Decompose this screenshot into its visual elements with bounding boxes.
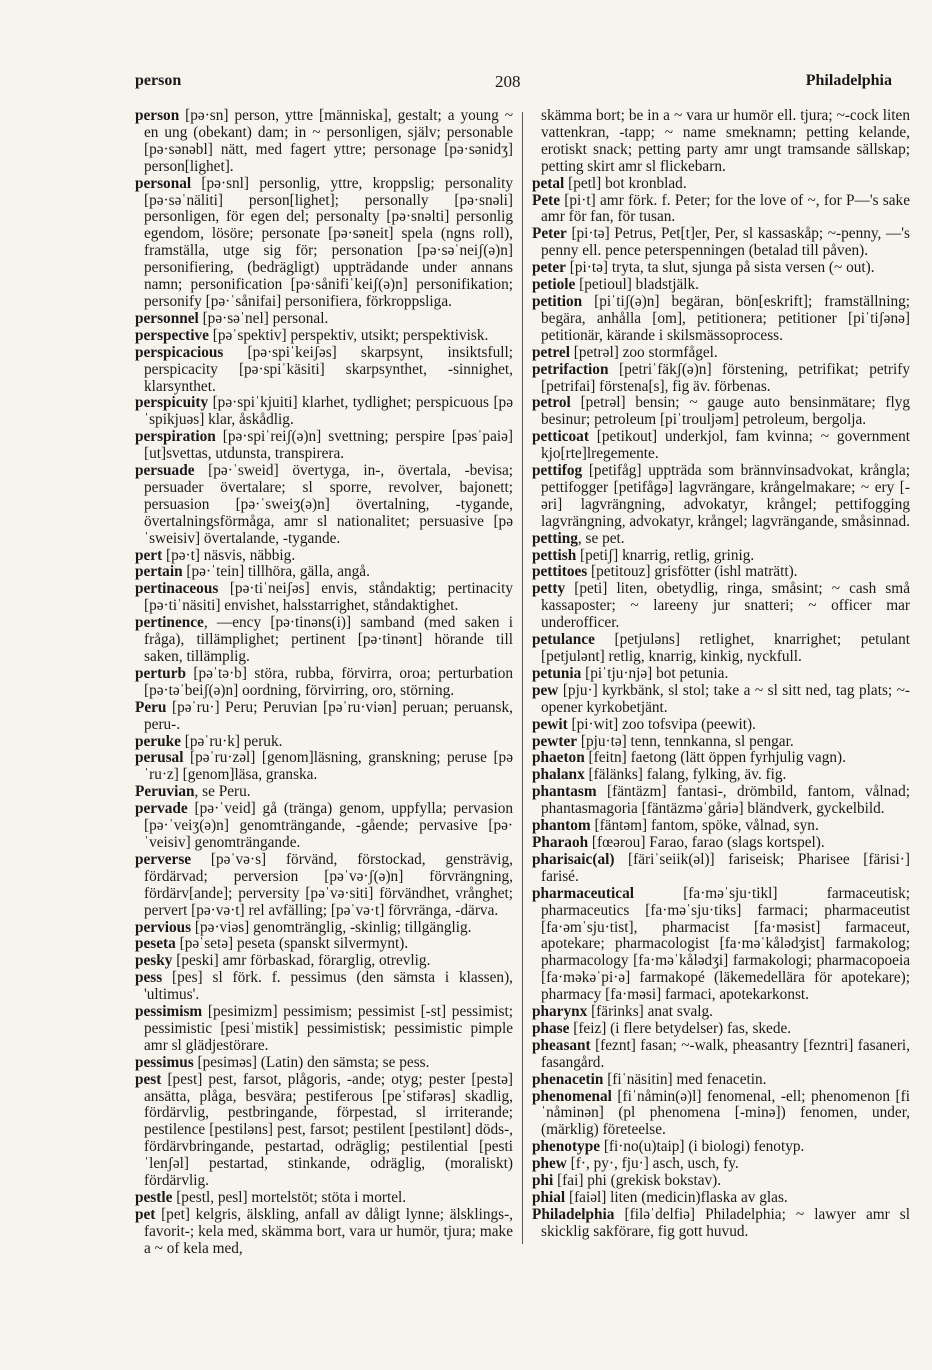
entry-headword: Peru	[135, 698, 167, 716]
dictionary-entry	[532, 581, 910, 632]
entry-headword: pheasant	[532, 1036, 591, 1054]
dictionary-entry	[532, 835, 910, 852]
dictionary-entry	[532, 852, 910, 886]
dictionary-entry	[532, 548, 910, 565]
right-column	[532, 108, 910, 1241]
entry-headword: petrel	[532, 343, 570, 361]
entry-headword: Philadelphia	[532, 1205, 615, 1223]
dictionary-entry	[532, 1089, 910, 1140]
entry-headword: peseta	[135, 935, 176, 953]
entry-definition: [fai] phi (grekisk bokstav).	[553, 1172, 722, 1190]
entry-definition: [piˈtju·njə] bot petunia.	[581, 664, 729, 682]
entry-definition: [faiəl] liten (medicin)flaska av glas.	[565, 1189, 788, 1206]
entry-headword: pewit	[532, 715, 568, 733]
entry-headword: Peter	[532, 225, 567, 243]
dictionary-entry	[532, 784, 910, 818]
entry-headword: pert	[135, 546, 163, 564]
entry-headword: pessimism	[135, 1003, 203, 1021]
entry-definition: [pə·ˈveid] gå (tränga) genom, uppfylla; pervasion [pə·ˈveiʒ(ə)n] genomträngande, -gående; pervasive [pə·ˈveisiv] genomträngande.	[144, 800, 513, 851]
entry-definition: [fœərou] Farao, farao (slags kortspel).	[588, 833, 825, 851]
dictionary-entry	[135, 463, 513, 548]
entry-headword: pesky	[135, 952, 173, 970]
dictionary-entry	[135, 953, 513, 970]
dictionary-entry	[135, 615, 513, 666]
entry-headword: pest	[135, 1070, 162, 1088]
entry-definition: [pi·t] amr förk. f. Peter; for the love of ~, for P—'s sake amr för fan, för tusan.	[541, 191, 910, 226]
entry-headword: pharisaic(al)	[532, 850, 615, 868]
dictionary-entry	[532, 818, 910, 835]
entry-headword: perspicuity	[135, 394, 209, 412]
dictionary-entry	[532, 683, 910, 717]
entry-headword: pertain	[135, 563, 183, 581]
entry-headword: phantom	[532, 817, 591, 835]
entry-headword: petition	[532, 292, 583, 310]
dictionary-entry	[135, 345, 513, 396]
entry-definition: [färinks] anat svalg.	[587, 1003, 713, 1021]
dictionary-entry	[135, 750, 513, 784]
entry-headword: pettish	[532, 546, 577, 564]
entry-headword: petrifaction	[532, 360, 609, 378]
page-number: 208	[495, 72, 521, 91]
entry-definition: [piˈtiʃ(ə)n] begäran, bön[eskrift]; framställning; begära, anhålla [om], petitionera; petitioner [piˈtiʃənə] petitionär, kärande i skilsmässoprocess.	[541, 292, 910, 344]
entry-definition: [pə·spiˈkjuiti] klarhet, tydlighet; perspicuous [pəˈspikjuəs] klar, åskådlig.	[144, 394, 513, 429]
entry-headword: pessimus	[135, 1053, 194, 1071]
entry-definition: [peski] amr förbaskad, förarglig, otrevlig.	[172, 952, 431, 970]
entry-headword: pertinence	[135, 614, 204, 632]
entry-definition: [pə·snl] personlig, yttre, kroppslig; personality [pə·səˈnäliti] person[lighet]; personally [pə·snəli] personligen, för egen del; personalty [pə·snəlti] personlig egendom, lösöre; personate [pə·səneit] spela (ngns roll), framställa, utge sig för; personation [pə·səˈneiʃ(ə)n] personifiering, (bedrägligt) uppträdande under annans namn; personification [pə·sånifiˈkeiʃ(ə)n] personifikation; personify [pə·ˈsånifai] personifiera, förkroppsliga.	[144, 174, 513, 310]
entry-headword: petrol	[532, 394, 571, 412]
entry-headword: pettitoes	[532, 563, 588, 581]
entry-headword: petiole	[532, 276, 576, 294]
column-divider	[522, 112, 523, 1244]
entry-definition: [petl] bot kronblad.	[564, 174, 687, 192]
entry-definition: [fiˈnåmin(ə)l] fenomenal, -ell; phenomenon [fiˈnåminən] (pl phenomena [-minə]) fenomen, under, (märklig) företeelse.	[541, 1087, 910, 1139]
entry-headword: phew	[532, 1155, 567, 1173]
dictionary-entry	[135, 108, 513, 176]
dictionary-entry	[135, 1190, 513, 1207]
entry-definition: [petiʃ] knarrig, retlig, grinig.	[576, 546, 755, 564]
entry-definition: [pə·viəs] genomtränglig, -skinlig; tillgänglig.	[191, 918, 472, 936]
entry-headword: peter	[532, 259, 566, 277]
entry-headword: pew	[532, 681, 559, 699]
entry-headword: pharynx	[532, 1003, 588, 1021]
entry-headword: personal	[135, 174, 192, 192]
dictionary-entry	[135, 395, 513, 429]
entry-definition: [petifåg] uppträda som brännvinsadvokat, krångla; pettifogger [petifågə] lagvrängare, krångelmakare; ~ ery [-əri] lagvrängning, advokatyr, krångel; pettifogging lagvrängning, advokatyr, krångel; lagvrängande, småsinnad.	[541, 462, 910, 530]
entry-headword: perusal	[135, 749, 184, 767]
entry-headword: peruke	[135, 732, 181, 750]
page-header	[135, 72, 892, 94]
dictionary-entry	[135, 784, 513, 801]
entry-definition: [pi·tə] Petrus, Pet[t]er, Per, sl kassaskåp; ~-penny, —'s penny ell. pence peterspenningen (betalad till påven).	[541, 225, 910, 260]
entry-definition: [pet] kelgris, älskling, anfall av dåligt lynne; älsklings-, favorit-; kela med, skämma bort, vara ur humör, tjura; make a ~ of kela med,	[144, 1205, 513, 1257]
entry-headword: pettifog	[532, 462, 583, 480]
entry-headword: petting	[532, 529, 578, 547]
dictionary-entry	[135, 581, 513, 615]
dictionary-entry	[135, 852, 513, 920]
dictionary-entry	[135, 801, 513, 852]
dictionary-entry	[135, 666, 513, 700]
dictionary-entry	[532, 1139, 910, 1156]
entry-definition: [fa·məˈsju·tikl] farmaceutisk; pharmaceutics [fa·məˈsju·tiks] farmaci; pharmaceutist [fa·əmˈsju·tist], pharmacist [fa·məsist] farmaceut, apotekare; pharmacologist [fa·məˈkålədʒist] farmakolog; pharmacology [fa·məˈkålədʒi] farmakologi; pharmacopoeia [fa·məkəˈpi·ə] farmakopé (läkemedellära för apotekare); pharmacy [fa·məsi] farmaci, apotekarkonst.	[541, 884, 910, 1004]
entry-definition: [petitouz] grisfötter (ishl maträtt).	[587, 563, 798, 581]
entry-definition: [pə·tiˈneiʃəs] envis, ståndaktig; pertinacity [pə·tiˈnäsiti] envishet, halsstarrighet, ståndaktighet.	[144, 580, 513, 615]
entry-headword: petulance	[532, 631, 595, 649]
entry-definition: [filəˈdelfiə] Philadelphia; ~ lawyer amr sl skicklig sakförare, fig gott huvud.	[541, 1205, 910, 1240]
dictionary-entry	[532, 1207, 910, 1241]
entry-headword: petunia	[532, 664, 582, 682]
entry-headword: phenacetin	[532, 1070, 604, 1088]
entry-definition: [fiˈnäsitin] med fenacetin.	[603, 1070, 767, 1088]
entry-definition: [pə·spiˈreiʃ(ə)n] svettning; perspire [pəsˈpaiə] [ut]svettas, utdunsta, transpirera.	[144, 428, 513, 463]
entry-headword: Peruvian	[135, 783, 195, 801]
entry-definition: [petioul] bladstjälk.	[575, 276, 699, 294]
entry-definition: [pə·t] näsvis, näbbig.	[162, 546, 296, 564]
dictionary-entry	[135, 700, 513, 734]
entry-headword: perspective	[135, 326, 209, 344]
entry-headword: petal	[532, 174, 565, 192]
dictionary-entry	[135, 311, 513, 328]
entry-definition: [fi·no(u)taip] (i biologi) fenotyp.	[600, 1138, 805, 1156]
entry-headword: phalanx	[532, 766, 585, 784]
entry-definition: skämma bort; be in a ~ vara ur humör ell. tjura; ~-cock liten vattenkran, -tapp; ~ name smeknamn; petting kelande, erotiskt snack; petting party amr ungt tramsande sällskap; petting skirt amr sl flickebarn.	[541, 107, 910, 175]
entry-headword: pertinaceous	[135, 580, 219, 598]
dictionary-entry	[135, 734, 513, 751]
dictionary-entry	[135, 564, 513, 581]
entry-definition: [feiz] (i flere betydelser) fas, skede.	[569, 1019, 792, 1037]
entry-definition: [petriˈfäkʃ(ə)n] förstening, petrifikat; petrify [petrifai] förstena[s], fig äv. förbenas.	[541, 360, 910, 395]
dictionary-entry	[532, 734, 910, 751]
dictionary-entry	[135, 1207, 513, 1258]
dictionary-entry	[532, 1004, 910, 1021]
dictionary-entry	[532, 429, 910, 463]
dictionary-entry	[532, 463, 910, 531]
entry-headword: person	[135, 107, 180, 124]
dictionary-entry	[532, 1021, 910, 1038]
entry-definition: [f·, py·, fju·] asch, usch, fy.	[566, 1155, 739, 1173]
dictionary-entry	[135, 970, 513, 1004]
entry-headword: petty	[532, 580, 566, 598]
dictionary-entry	[532, 1072, 910, 1089]
dictionary-entry	[135, 328, 513, 345]
dictionary-entry	[532, 886, 910, 1004]
entry-definition: [pəˈru·] Peru; Peruvian [pəˈru·viən] peruan; peruansk, peru-.	[144, 698, 513, 733]
entry-headword: pharmaceutical	[532, 884, 634, 902]
entry-headword: Pharaoh	[532, 833, 589, 851]
entry-headword: perspiration	[135, 428, 216, 446]
entry-definition: [feznt] fasan; ~-walk, pheasantry [fezntri] fasaneri, fasangård.	[541, 1036, 910, 1071]
entry-headword: phial	[532, 1189, 566, 1206]
entry-definition: [pəˈtə·b] störa, rubba, förvirra, oroa; perturbation [pə·təˈbeiʃ(ə)n] oordning, förvirring, oro, störning.	[144, 664, 513, 699]
dictionary-entry	[532, 277, 910, 294]
dictionary-entry	[135, 548, 513, 565]
dictionary-entry	[135, 1072, 513, 1190]
entry-definition: [pəˈru·zəl] [genom]läsning, granskning; peruse [pəˈru·z] [genom]läsa, granska.	[144, 749, 513, 784]
entry-definition: [peti] liten, obetydlig, ringa, småsint; ~ cash små kassaposter; ~ lareeny jur snatteri; ~ officer mar underofficer.	[541, 580, 910, 632]
entry-definition: [färiˈseiik(əl)] fariseisk; Pharisee [färisi·] farisé.	[541, 850, 910, 885]
entry-definition: [pə·spiˈkeiʃəs] skarpsynt, insiktsfull; perspicacity [pə·spiˈkäsiti] skarpsynthet, -sinnighet, klarsynthet.	[144, 343, 513, 395]
entry-definition: , se pet.	[577, 529, 625, 547]
entry-definition: [pi·wit] zoo tofsvipa (peewit).	[567, 715, 756, 733]
entry-definition: [pə·ˈtein] tillhöra, gälla, angå.	[182, 563, 370, 581]
entry-headword: pet	[135, 1205, 156, 1223]
entry-definition: [pəˈsetə] peseta (spanskt silvermynt).	[175, 935, 409, 953]
entry-headword: pestle	[135, 1189, 173, 1206]
entry-headword: pewter	[532, 732, 578, 750]
entry-headword: pess	[135, 969, 163, 987]
entry-headword: personnel	[135, 309, 199, 327]
dictionary-entry	[532, 531, 910, 548]
entry-definition: [petjuləns] retlighet, knarrighet; petulant [petjulənt] retlig, knarrig, kinkig, nyckfull.	[541, 631, 910, 665]
dictionary-entry	[135, 936, 513, 953]
dictionary-entry	[532, 176, 910, 193]
dictionary-entry	[532, 1173, 910, 1190]
dictionary-entry	[532, 193, 910, 227]
header-left-guide-word: person	[135, 72, 182, 89]
entry-definition: [pju·tə] tenn, tennkanna, sl pengar.	[577, 732, 794, 750]
entry-headword: phase	[532, 1019, 570, 1037]
entry-definition: [pes] sl förk. f. pessimus (den sämsta i klassen), 'ultimus'.	[144, 969, 513, 1004]
entry-headword: pervade	[135, 800, 188, 818]
entry-definition: [pəˈvə·s] förvänd, förstockad, gensträvig, fördärvad; perversion [pəˈvə·ʃ(ə)n] förvrängning, fördärv[ande]; perversity [pəˈvə·siti] förvändhet, vrånghet; pervert [pə·və·t] rel avfälling; [pəˈvə·t] förvränga, -därva.	[144, 850, 513, 919]
entry-definition: [fäntəm] fantom, spöke, vålnad, syn.	[590, 817, 819, 835]
dictionary-entry	[532, 226, 910, 260]
entry-headword: phenotype	[532, 1138, 600, 1156]
entry-definition: [pə·sn] person, yttre [människa], gestalt; a young ~ en ung (obekant) dam; in ~ personligen, själv; personable [pə·sənəbl] nätt, med fagert yttre; personage [pə·sənidʒ] person[lighet].	[144, 107, 513, 175]
entry-definition: [pə·ˈsweid] övertyga, in-, övertala, -bevisa; persuader övertalare; sl sporre, revolver, bajonett; persuasion [pə·ˈsweiʒ(ə)n] övertalning, -tygande, övertalningsförmåga, amr sl nationalitet; persuasive [pəˈsweisiv] övertalande, -tygande.	[144, 462, 513, 547]
entry-headword: perverse	[135, 850, 192, 868]
entry-definition: [feitn] faetong (lätt öppen fyrhjulig vagn).	[584, 749, 846, 767]
entry-definition: [pəˈru·k] peruk.	[180, 732, 283, 750]
dictionary-entry	[532, 632, 910, 666]
dictionary-entry	[532, 362, 910, 396]
left-column	[135, 108, 513, 1258]
entry-definition: [pə·səˈnel] personal.	[198, 309, 329, 327]
dictionary-entry	[532, 564, 910, 581]
entry-definition: , —ency [pə·tinəns(i)] samband (med saken i fråga), tillämplighet; pertinent [pə·tinənt] hörande till saken, tillämplig.	[144, 614, 513, 665]
entry-definition: [petrəl] zoo stormfågel.	[569, 343, 718, 361]
entry-headword: phaeton	[532, 749, 585, 767]
entry-definition: , se Peru.	[194, 783, 251, 801]
dictionary-entry	[532, 717, 910, 734]
entry-definition: [pestl, pesl] mortelstöt; stöta i mortel.	[172, 1189, 407, 1206]
entry-headword: phenomenal	[532, 1087, 612, 1105]
entry-definition: [petikout] underkjol, fam kvinna; ~ government kjo[rte]lregemente.	[541, 428, 910, 463]
entry-headword: phi	[532, 1172, 554, 1190]
entry-definition: [pəˈspektiv] perspektiv, utsikt; perspektivisk.	[208, 326, 489, 344]
entry-headword: persuade	[135, 462, 195, 480]
entry-definition: [fälänks] falang, fylking, äv. fig.	[584, 766, 787, 784]
header-right-guide-word: Philadelphia	[805, 72, 892, 89]
dictionary-entry	[135, 1004, 513, 1055]
entry-headword: pervious	[135, 918, 192, 936]
entry-headword: perturb	[135, 664, 186, 682]
dictionary-entry	[532, 260, 910, 277]
entry-definition: [pju·] kyrkbänk, sl stol; take a ~ sl sitt ned, tag plats; ~-opener kyrkobetjänt.	[541, 681, 910, 716]
entry-definition: [petrəl] bensin; ~ gauge auto bensinmätare; flyg besinur; petroleum [piˈtrouljəm] petroleum, bergolja.	[541, 394, 910, 429]
dictionary-entry	[135, 176, 513, 311]
entry-definition: [fäntäzm] fantasi-, drömbild, fantom, vålnad; phantasmagoria [fäntäzməˈgåriə] bländverk, gyckelbild.	[541, 783, 910, 818]
dictionary-entry	[532, 666, 910, 683]
entry-headword: phantasm	[532, 783, 597, 801]
dictionary-entry	[532, 108, 910, 176]
dictionary-entry	[532, 345, 910, 362]
entry-definition: [pi·tə] tryta, ta slut, sjunga på sista versen (~ out).	[565, 259, 875, 277]
dictionary-entry	[135, 429, 513, 463]
dictionary-entry	[532, 294, 910, 345]
entry-definition: [pest] pest, farsot, plågoris, -ande; otyg; pester [pestə] ansätta, plåga, besvära; pestiferous [peˈstifərəs] skadlig, fördärvlig, pestbringande, förpestad, sl irriterande; pestilence [pestiləns] pest, farsot; pestilent [pestilənt] döds-, fördärvbringande, pestartad, odräglig; pestilential [pestiˈlenʃəl] pestartad, stinkande, odräglig, (moraliskt) fördärvlig.	[144, 1070, 513, 1190]
dictionary-entry	[532, 1156, 910, 1173]
dictionary-entry	[532, 767, 910, 784]
entry-headword: perspicacious	[135, 343, 224, 361]
dictionary-entry	[532, 1190, 910, 1207]
entry-definition: [pesimizm] pessimism; pessimist [-st] pessimist; pessimistic [pesiˈmistik] pessimistisk; pessimistic pimple amr sl glädjestörare.	[144, 1003, 513, 1054]
entry-definition: [pesiməs] (Latin) den sämsta; se pess.	[193, 1053, 430, 1071]
dictionary-entry	[532, 395, 910, 429]
dictionary-entry	[532, 750, 910, 767]
dictionary-entry	[135, 1055, 513, 1072]
entry-headword: petticoat	[532, 428, 589, 446]
entry-headword: Pete	[532, 191, 561, 209]
dictionary-entry	[135, 920, 513, 937]
dictionary-entry	[532, 1038, 910, 1072]
